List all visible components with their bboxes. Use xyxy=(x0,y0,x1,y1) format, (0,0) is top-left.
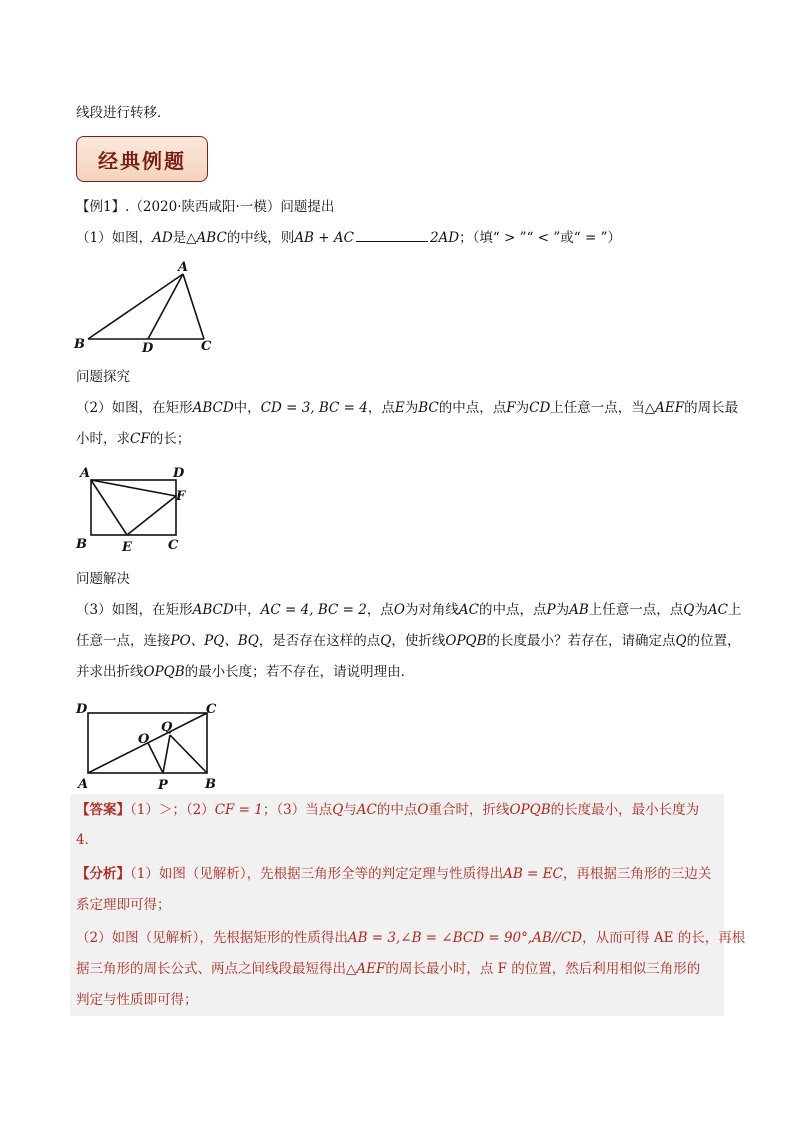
label-E: E xyxy=(122,540,132,555)
question-3-line3: 并求出折线OPQB的最小长度；若不存在，请说明理由． xyxy=(76,664,415,680)
label-P: P xyxy=(158,778,168,793)
label-C: C xyxy=(206,702,217,717)
continuation-text: 线段进行转移． xyxy=(76,105,171,121)
label-A: A xyxy=(80,466,91,481)
question-1: （1）如图，AD是△ABC的中线，则AB + AC 2AD；（填“ > ”“ < ”或“ = ”） xyxy=(76,230,621,246)
label-D: D xyxy=(173,466,185,481)
analysis-line1: 【分析】（1）如图（见解析），先根据三角形全等的判定定理与性质得出AB = EC，再根据三角形的三边关 xyxy=(76,866,712,882)
label-B: B xyxy=(76,537,87,552)
answer-value: 4． xyxy=(76,832,99,848)
label-D: D xyxy=(142,341,154,356)
label-B: B xyxy=(74,337,85,352)
label-B: B xyxy=(205,777,216,792)
label-O: O xyxy=(138,732,150,747)
answer-line: 【答案】（1）＞；（2）CF = 1；（3）当点Q与AC的中点O重合时，折线OPQB的长度最小，最小长度为 xyxy=(76,802,700,818)
label-F: F xyxy=(176,489,186,504)
question-2-line2: 小时，求CF的长； xyxy=(76,431,191,447)
analysis-line4: 据三角形的周长公式、两点之间线段最短得出△AEF的周长最小时，点 F 的位置，然后利用相似三角形的 xyxy=(76,961,701,977)
example-heading: 【例1】.（2020·陕西咸阳·一模）问题提出 xyxy=(76,199,335,215)
label-D: D xyxy=(76,702,88,717)
label-C: C xyxy=(168,538,179,553)
analysis-line3: （2）如图（见解析），先根据矩形的性质得出AB = 3,∠B = ∠BCD = 90°,AB//CD，从而可得 AE 的长，再根 xyxy=(76,930,746,946)
label-A: A xyxy=(178,260,189,275)
label-C: C xyxy=(201,339,212,354)
section-explore: 问题探究 xyxy=(76,369,130,385)
section-solve: 问题解决 xyxy=(76,571,130,587)
analysis-line2: 系定理即可得； xyxy=(76,897,171,913)
analysis-line5: 判定与性质即可得； xyxy=(76,992,198,1008)
question-2-line1: （2）如图，在矩形ABCD中，CD = 3, BC = 4，点E为BC的中点，点F为CD上任意一点，当△AEF的周长最 xyxy=(76,400,739,416)
label-Q: Q xyxy=(161,720,173,735)
label-A: A xyxy=(78,777,89,792)
question-3-line2: 任意一点，连接PO、PQ、BQ，是否存在这样的点Q，使折线OPQB的长度最小？若存在，请确定点Q的位置， xyxy=(76,633,741,649)
question-3-line1: （3）如图，在矩形ABCD中，AC = 4, BC = 2，点O为对角线AC的中点，点P为AB上任意一点，点Q为AC上 xyxy=(76,602,742,618)
section-badge: 经典例题 xyxy=(76,136,208,182)
